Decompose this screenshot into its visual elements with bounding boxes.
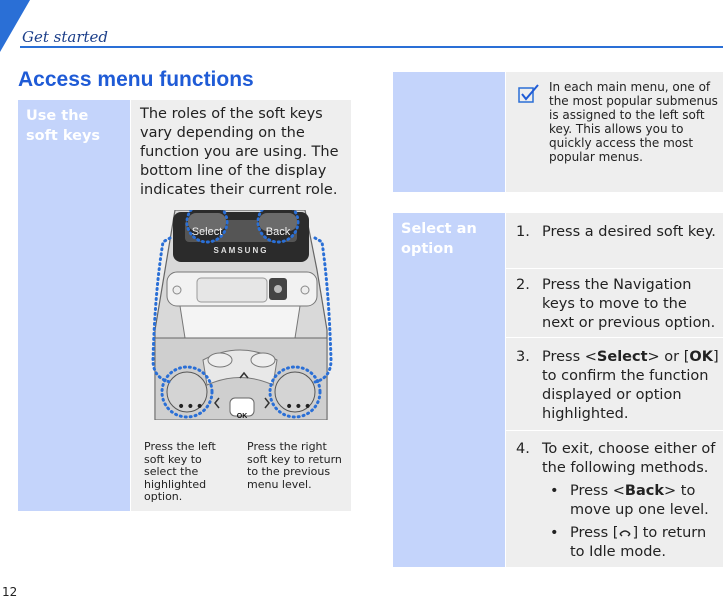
divider <box>506 430 723 431</box>
checkmark-note-icon <box>518 84 540 104</box>
select-option-label-cell <box>393 213 505 567</box>
ok-key-name: OK <box>689 349 713 365</box>
section-label: Get started <box>22 28 109 46</box>
divider <box>506 268 723 269</box>
soft-keys-content-cell <box>131 100 351 511</box>
step-text: Press a desired soft key. <box>542 224 716 240</box>
left-softkey-icon: ••• <box>177 399 205 415</box>
brand-logo: SAMSUNG <box>213 246 269 255</box>
step-3 <box>506 348 719 428</box>
page-number: 12 <box>2 585 18 599</box>
step-number: 4. <box>516 441 530 457</box>
step-text: Press the Navigation keys to move to the next or previous option. <box>542 277 716 331</box>
divider <box>506 337 723 338</box>
step-number: 2. <box>516 277 530 293</box>
right-softkey-caption: Press the right soft key to return to the previous menu level. <box>247 440 342 491</box>
soft-keys-label: Use the soft keys <box>26 108 101 144</box>
soft-keys-description: The roles of the soft keys vary depending on the function you are using. The bottom line of the display indicates their current role. <box>140 106 339 198</box>
select-softkey-label: Select <box>191 226 223 238</box>
note-content-cell <box>506 72 723 192</box>
step-1 <box>506 223 719 273</box>
header-rule <box>20 46 723 48</box>
select-option-content-cell <box>506 213 723 567</box>
soft-keys-label-cell <box>18 100 130 511</box>
note-text: In each main menu, one of the most popular submenus is assigned to the left soft key. This allows you to quickly access the most popular menus. <box>549 80 718 164</box>
bullet-end-key: • Press [ ] to return to Idle mode. <box>550 525 707 560</box>
note-label-cell <box>393 72 505 192</box>
back-softkey-label: Back <box>265 226 291 238</box>
step-number: 1. <box>516 224 530 240</box>
step-number: 3. <box>516 349 530 365</box>
back-key-name: Back <box>624 483 664 499</box>
left-softkey-caption: Press the left soft key to select the highlighted option. <box>144 440 216 503</box>
bullet-back: • Press <Back> to move up one level. <box>550 483 709 518</box>
step-text: Press <Select> or [OK] to confirm the function displayed or option highlighted. <box>542 349 719 422</box>
end-key-icon <box>618 526 632 538</box>
phone-illustration <box>145 210 335 420</box>
step-text: To exit, choose either of the following methods. <box>542 441 716 476</box>
page-title: Access menu functions <box>18 68 254 91</box>
select-option-label: Select an option <box>401 221 477 257</box>
right-softkey-icon: ••• <box>285 399 313 415</box>
select-key-name: Select <box>596 349 648 365</box>
step-4 <box>506 440 719 560</box>
ok-key-label: OK <box>236 413 248 420</box>
step-2 <box>506 276 719 346</box>
